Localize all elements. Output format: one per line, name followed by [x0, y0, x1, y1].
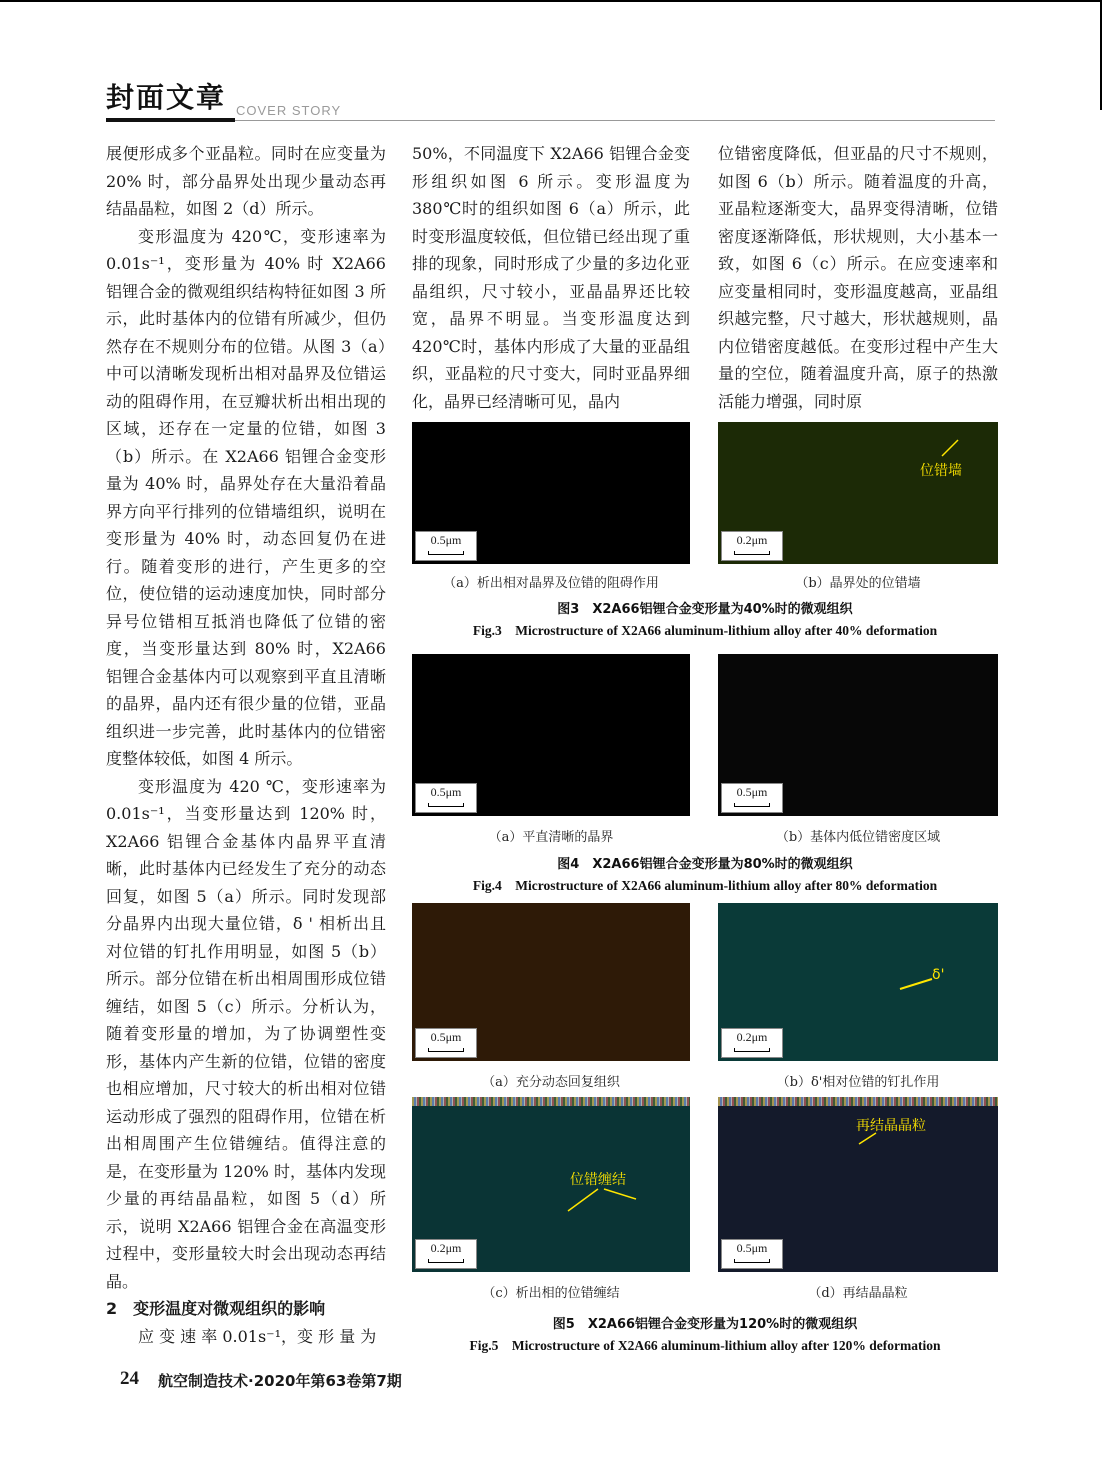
image-edge-texture: [718, 1097, 998, 1106]
annotation-label: 位错墙: [920, 463, 962, 479]
annotation-pointer: [562, 1185, 642, 1215]
micrograph-fig4b: [718, 654, 998, 816]
micrograph-fig5d: [718, 1097, 998, 1272]
figure-caption: 图5 X2A66铝锂合金变形量为120%时的微观组织: [552, 1317, 858, 1332]
journal-info: 航空制造技术·2020年第63卷第7期: [158, 1372, 402, 1390]
annotation-label: 再结晶晶粒: [856, 1118, 926, 1134]
page-number: 24: [120, 1368, 139, 1389]
header-rule-thick: [106, 118, 235, 122]
annotation-label: δ': [932, 967, 945, 983]
figure-caption-en: Fig.5 Microstructure of X2A66 aluminum-lithium alloy after 120% deformation: [469, 1338, 941, 1353]
annotation-pointer: [898, 977, 934, 991]
subfigure-caption: （a）充分动态回复组织: [482, 1075, 620, 1090]
micrograph-fig3a: [412, 422, 690, 564]
scale-bar: 0.2μm: [415, 1239, 477, 1269]
scale-bar: 0.2μm: [721, 1028, 783, 1058]
section-heading: 2 变形温度对微观组织的影响: [106, 1299, 326, 1318]
paragraph: 展便形成多个亚晶粒。同时在应变量为 20% 时，部分晶界处出现少量动态再结晶晶粒，如图 2（d）所示。: [106, 144, 386, 218]
text-column-2: [412, 140, 690, 415]
scale-bar: 0.5μm: [721, 783, 783, 813]
micrograph-fig5a: [412, 903, 690, 1061]
figure-caption-en: Fig.3 Microstructure of X2A66 aluminum-lithium alloy after 40% deformation: [472, 623, 938, 638]
micrograph-fig5c: [412, 1097, 690, 1272]
subfigure-caption: （d）再结晶晶粒: [808, 1286, 908, 1301]
subfigure-caption: （b）基体内低位错密度区域: [775, 830, 941, 845]
scale-bar: 0.2μm: [721, 531, 783, 561]
scale-bar: 0.5μm: [415, 531, 477, 561]
subfigure-caption: （b）δ'相对位错的钉扎作用: [776, 1075, 940, 1090]
paragraph: 变形温度为 420℃，变形速率为 0.01s⁻¹，变形量为 40% 时 X2A66 铝锂合金的微观组织结构特征如图 3 所示，此时基体内的位错有所减少，但仍然存在不规则分布的位错。从图 3（a）中可以清晰发现析出相对晶界及位错运动的阻碍作用，在豆瓣状析出相出现的区域，还存在一定量的位错，如图 3（b）所示。在 X2A66 铝锂合金变形量为 40% 时，晶界处存在大量沿着晶界方向平行排列的位错墙组织，说明在变形量为 40% 时，动态回复仍在进行。随着变形的进行，产生更多的空位，使位错的运动速度加快，同时部分异号位错相互抵消也降低了位错的密度，当变形量达到 80% 时，X2A66 铝锂合金基体内可以观察到平直且清晰的晶界，晶内还有很少量的位错，亚晶组织进一步完善，此时基体内的位错密度整体较低，如图 4 所示。: [106, 226, 386, 768]
paragraph: 应 变 速 率 0.01s⁻¹，变 形 量 为: [138, 1326, 377, 1346]
top-border: [0, 0, 1102, 2]
subfigure-caption: （c）析出相的位错缠结: [482, 1286, 620, 1301]
scale-bar: 0.5μm: [415, 783, 477, 813]
subfigure-caption: （b）晶界处的位错墙: [795, 576, 921, 591]
text-column-3: [718, 140, 998, 415]
section-title: 封面文章: [106, 81, 227, 114]
micrograph-fig3b: [718, 422, 998, 564]
image-edge-texture: [412, 1097, 690, 1106]
subfigure-caption: （a）平直清晰的晶界: [488, 830, 614, 845]
figure-caption: 图4 X2A66铝锂合金变形量为80%时的微观组织: [557, 857, 853, 872]
text-column-1: [106, 140, 386, 1350]
annotation-pointer: [938, 438, 962, 460]
annotation-pointer: [856, 1131, 880, 1147]
header-rule-thin: [235, 120, 995, 121]
paragraph: 50%，不同温度下 X2A66 铝锂合金变形组织如图 6 所示。变形温度为 380℃时的组织如图 6（a）所示，此时变形温度较低，但位错已经出现了重排的现象，同时形成了少量的多边化亚晶组织，尺寸较小，亚晶晶界还比较宽，晶界不明显。当变形温度达到 420℃时，基体内形成了大量的亚晶组织，亚晶粒的尺寸变大，同时亚晶界细化，晶界已经清晰可见，晶内: [412, 144, 690, 411]
figure-caption: 图3 X2A66铝锂合金变形量为40%时的微观组织: [557, 602, 853, 617]
figure-caption-en: Fig.4 Microstructure of X2A66 aluminum-lithium alloy after 80% deformation: [472, 878, 938, 893]
micrograph-fig4a: [412, 654, 690, 816]
annotation-label: 位错缠结: [570, 1172, 626, 1188]
micrograph-fig5b: [718, 903, 998, 1061]
paragraph: 位错密度降低，但亚晶的尺寸不规则，如图 6（b）所示。随着温度的升高，亚晶粒逐渐变大，晶界变得清晰，位错密度逐渐降低，形状规则，大小基本一致，如图 6（c）所示。在应变速率和应变量相同时，变形温度越高，亚晶组织越完整，尺寸越大，形状越规则，晶内位错密度越低。在变形过程中产生大量的空位，随着温度升高，原子的热激活能力增强，同时原: [718, 144, 998, 411]
subfigure-caption: （a）析出相对晶界及位错的阻碍作用: [443, 576, 659, 591]
scale-bar: 0.5μm: [415, 1028, 477, 1058]
scale-bar: 0.5μm: [721, 1239, 783, 1269]
paragraph: 变形温度为 420 ℃，变形速率为 0.01s⁻¹，当变形量达到 120% 时，X2A66 铝锂合金基体内晶界平直清晰，此时基体内已经发生了充分的动态回复，如图 5（a）所示。同时发现部分晶界内出现大量位错，δ ' 相析出且对位错的钉扎作用明显，如图 5（b）所示。部分位错在析出相周围形成位错缠结，如图 5（c）所示。分析认为，随着变形量的增加，为了协调塑性变形，基体内产生新的位错，位错的密度也相应增加，尺寸较大的析出相对位错运动形成了强烈的阻碍作用，位错在析出相周围产生位错缠结。值得注意的是，在变形量为 120% 时，基体内发现少量的再结晶晶粒，如图 5（d）所示，说明 X2A66 铝锂合金在高温变形过程中，变形量较大时会出现动态再结晶。: [106, 776, 386, 1291]
section-subtitle: COVER STORY: [236, 103, 342, 118]
